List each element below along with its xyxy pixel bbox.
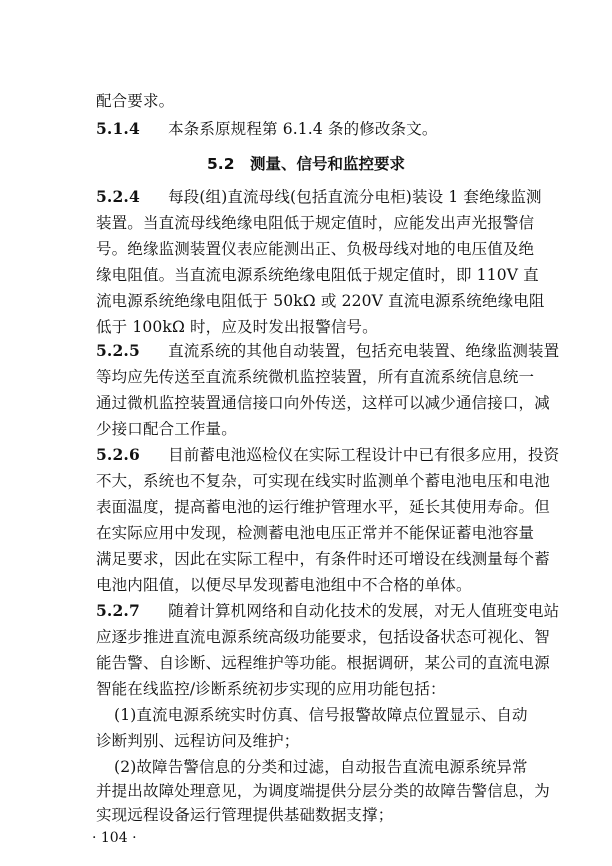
clause-text: 目前蓄电池巡检仪在实际工程设计中已有很多应用，投资 (168, 446, 560, 464)
text-line (96, 444, 559, 466)
text-line: 诊断判别、远程访问及维护； (96, 732, 300, 750)
text-line: 等均应先传送至直流系统微机监控装置，所有直流系统信息统一 (96, 368, 535, 386)
text-line: 实现远程设备运行管理提供基础数据支撑； (96, 806, 394, 824)
section-number: 5.1.4 (96, 119, 140, 138)
text-line (96, 186, 542, 208)
text-line: 智能在线监控/诊断系统初步实现的应用功能包括： (96, 680, 446, 698)
text-line: 低于 100kΩ 时，应及时发出报警信号。 (96, 318, 378, 336)
text-line: 不大，系统也不复杂，可实现在线实时监测单个蓄电池电压和电池 (96, 472, 550, 490)
text-line: 满足要求，因此在实际工程中，有条件时还可增设在线测量每个蓄 (96, 550, 550, 568)
text-line: (1)直流电源系统实时仿真、信号报警故障点位置显示、自动 (114, 706, 528, 724)
text-line: 应逐步推进直流电源系统高级功能要求，包括设备状态可视化、智 (96, 628, 550, 646)
clause-text: 随着计算机网络和自动化技术的发展，对无人值班变电站 (168, 602, 560, 620)
section-number: 5.2.5 (96, 341, 140, 360)
text-line: 少接口配合工作量。 (96, 420, 237, 438)
text-line: 电池内阻值，以便尽早发现蓄电池组中不合格的单体。 (96, 576, 472, 594)
clause-text: 本条系原规程第 6.1.4 条的修改条文。 (168, 120, 438, 138)
text-line: 表面温度，提高蓄电池的运行维护管理水平，延长其使用寿命。但 (96, 498, 550, 516)
clause-text: 直流系统的其他自动装置，包括充电装置、绝缘监测装置 (168, 342, 560, 360)
text-line: 能告警、自诊断、远程维护等功能。根据调研，某公司的直流电源 (96, 654, 550, 672)
text-line: 通过微机监控装置通信接口向外传送，这样可以减少通信接口，减 (96, 394, 550, 412)
text-line: 装置。当直流母线绝缘电阻低于规定值时，应能发出声光报警信 (96, 214, 535, 232)
section-heading: 5.2 测量、信号和监控要求 (207, 155, 405, 173)
section-number: 5.2.4 (96, 187, 140, 206)
text-line: 缘电阻值。当直流电源系统绝缘电阻低于规定值时，即 110V 直 (96, 266, 539, 284)
text-line: 流电源系统绝缘电阻低于 50kΩ 或 220V 直流电源系统绝缘电阻 (96, 292, 545, 310)
text-line (96, 600, 559, 622)
text-line: 配合要求。 (96, 92, 175, 110)
text-line (96, 340, 559, 362)
text-line: (2)故障告警信息的分类和过滤，自动报告直流电源系统异常 (114, 758, 528, 776)
text-line (96, 118, 438, 140)
clause-text: 每段(组)直流母线(包括直流分电柜)装设 1 套绝缘监测 (168, 188, 542, 206)
text-line: 号。绝缘监测装置仪表应能测出正、负极母线对地的电压值及绝 (96, 240, 535, 258)
page-number: · 104 · (92, 830, 137, 846)
section-number: 5.2.6 (96, 445, 140, 464)
text-line: 在实际应用中发现，检测蓄电池电压正常并不能保证蓄电池容量 (96, 524, 535, 542)
section-number: 5.2.7 (96, 601, 140, 620)
text-line: 并提出故障处理意见，为调度端提供分层分类的故障告警信息，为 (96, 782, 550, 800)
